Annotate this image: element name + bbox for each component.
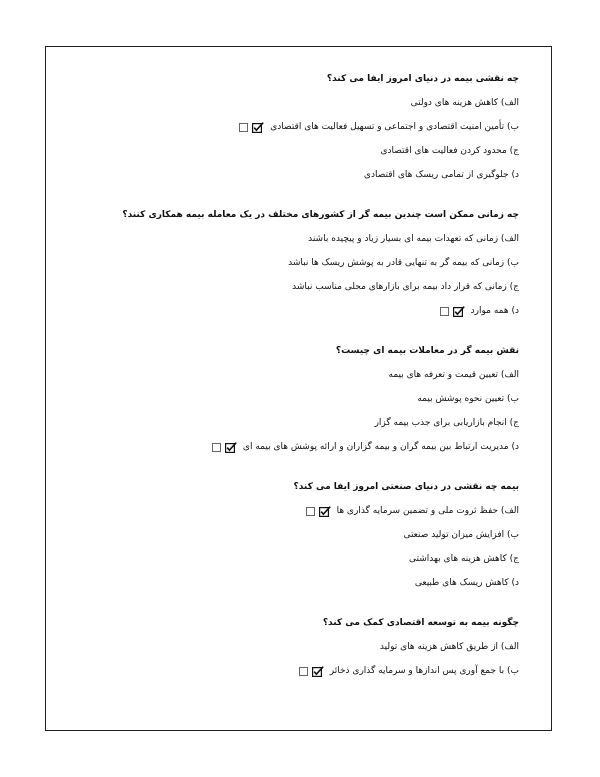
answer-mark — [440, 306, 465, 317]
question-text: نقش بیمه گر در معاملات بیمه ای چیست؟ — [335, 346, 519, 356]
checked-checkbox-icon[interactable] — [453, 306, 465, 317]
answer-option[interactable] — [79, 571, 519, 595]
answer-option-text: ب) افزایش میزان تولید صنعتی — [403, 530, 519, 540]
answer-option-text: الف) از طریق کاهش هزینه های تولید — [379, 642, 519, 652]
checked-checkbox-icon[interactable] — [319, 506, 331, 517]
answer-option-text: الف) کاهش هزینه های دولتی — [410, 98, 519, 108]
question-text: بیمه چه نقشی در دنیای صنعتی امروز ایفا می کند؟ — [293, 482, 519, 492]
answer-option[interactable] — [79, 411, 519, 435]
checked-checkbox-icon[interactable] — [225, 442, 237, 453]
answer-option-text: ب) با جمع آوری پس اندازها و سرمایه گذاری ذخائر — [329, 666, 519, 676]
document-page — [45, 46, 552, 731]
answer-option[interactable] — [79, 523, 519, 547]
question-text: چگونه بیمه به توسعه اقتصادی کمک می کند؟ — [322, 618, 519, 628]
answer-mark — [239, 122, 264, 133]
answer-option[interactable] — [79, 251, 519, 275]
question-block — [79, 339, 519, 459]
answer-mark — [212, 442, 237, 453]
answer-option-text: الف) حفظ ثروت ملی و تضمین سرمایه گذاری ها — [336, 506, 519, 516]
answer-option[interactable] — [79, 299, 519, 323]
empty-checkbox-icon[interactable] — [212, 443, 221, 452]
answer-option[interactable] — [79, 91, 519, 115]
answer-option-text: ب) تعیین نحوه پوشش بیمه — [417, 394, 519, 404]
question-block — [79, 203, 519, 323]
checked-checkbox-icon[interactable] — [312, 666, 324, 677]
empty-checkbox-icon[interactable] — [306, 507, 315, 516]
answer-option[interactable] — [79, 163, 519, 187]
answer-option[interactable] — [79, 635, 519, 659]
answer-option-text: الف) زمانی که تعهدات بیمه ای بسیار زیاد و پیچیده باشند — [308, 234, 519, 244]
answer-option[interactable] — [79, 387, 519, 411]
checked-checkbox-icon[interactable] — [252, 122, 264, 133]
answer-option[interactable] — [79, 115, 519, 139]
empty-checkbox-icon[interactable] — [239, 123, 248, 132]
answer-option[interactable] — [79, 435, 519, 459]
answer-option[interactable] — [79, 275, 519, 299]
question-text: چه زمانی ممکن است چندین بیمه گر از کشورهای مختلف در یک معامله بیمه همکاری کنند؟ — [122, 210, 519, 220]
answer-option[interactable] — [79, 363, 519, 387]
answer-mark — [299, 666, 324, 677]
answer-option[interactable] — [79, 547, 519, 571]
answer-option[interactable] — [79, 227, 519, 251]
quiz-content — [79, 67, 519, 699]
answer-mark — [306, 506, 331, 517]
answer-option-text: ج) انجام بازاریابی برای جذب بیمه گزار — [374, 418, 519, 428]
answer-option-text: ج) کاهش هزینه های بهداشتی — [409, 554, 519, 564]
answer-option-text: د) همه موارد — [470, 306, 519, 316]
question-block — [79, 475, 519, 595]
answer-option-text: د) کاهش ریسک های طبیعی — [414, 578, 519, 588]
answer-option-text: ب) زمانی که بیمه گر به تنهایی قادر به پوشش ریسک ها نباشد — [288, 258, 519, 268]
answer-option-text: ب) تأمین امنیت اقتصادی و اجتماعی و تسهیل فعالیت های اقتصادی — [270, 122, 519, 132]
answer-option-text: ج) زمانی که قرار داد بیمه برای بازارهای محلی مناسب نباشد — [292, 282, 519, 292]
answer-option[interactable] — [79, 499, 519, 523]
answer-option-text: ج) محدود کردن فعالیت های اقتصادی — [380, 146, 519, 156]
question-text: چه نقشی بیمه در دنیای امروز ایفا می کند؟ — [326, 74, 519, 84]
answer-option[interactable] — [79, 139, 519, 163]
answer-option-text: د) جلوگیری از تمامی ریسک های اقتصادی — [363, 170, 519, 180]
answer-option-text: د) مدیریت ارتباط بین بیمه گران و بیمه گزاران و ارائه پوشش های بیمه ای — [242, 442, 519, 452]
answer-option-text: الف) تعیین قیمت و تعرفه های بیمه — [388, 370, 519, 380]
answer-option[interactable] — [79, 659, 519, 683]
empty-checkbox-icon[interactable] — [440, 307, 449, 316]
empty-checkbox-icon[interactable] — [299, 667, 308, 676]
question-block — [79, 67, 519, 187]
question-block — [79, 611, 519, 683]
